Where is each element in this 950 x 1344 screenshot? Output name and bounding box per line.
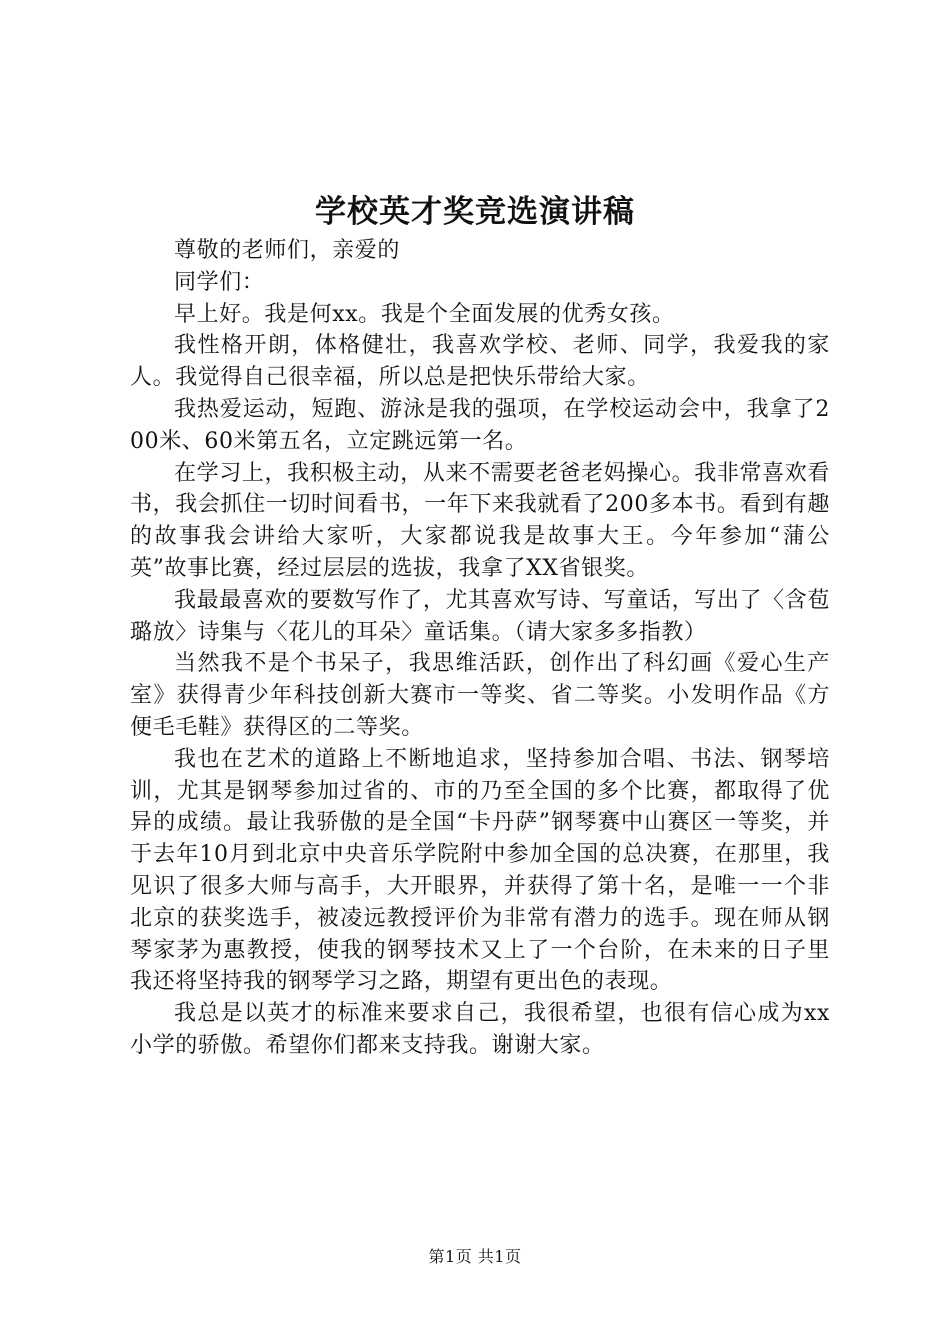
sports-paragraph: 我热爱运动，短跑、游泳是我的强项，在学校运动会中，我拿了200米、60米第五名，立定跳远第一名。 <box>130 396 830 454</box>
page-number-footer: 第1页 共1页 <box>428 1247 522 1266</box>
document-body <box>130 235 830 1062</box>
art-paragraph: 我也在艺术的道路上不断地追求，坚持参加合唱、书法、钢琴培训，尤其是钢琴参加过省的、市的乃至全国的多个比赛，都取得了优异的成绩。最让我骄傲的是全国“卡丹萨”钢琴赛中山赛区一等奖，并于去年10月到北京中央音乐学院附中参加全国的总决赛，在那里，我见识了很多大师与高手，大开眼界，并获得了第十名，是唯一一个非北京的获奖选手，被凌远教授评价为非常有潜力的选手。现在师从钢琴家茅为惠教授，使我的钢琴技术又上了一个台阶，在未来的日子里我还将坚持我的钢琴学习之路，期望有更出色的表现。 <box>130 746 830 995</box>
greeting-paragraph: 早上好。我是何xx。我是个全面发展的优秀女孩。 <box>174 301 675 327</box>
creativity-paragraph: 当然我不是个书呆子，我思维活跃，创作出了科幻画《爱心生产室》获得青少年科技创新大赛市一等奖、省二等奖。小发明作品《方便毛毛鞋》获得区的二等奖。 <box>130 651 830 740</box>
document-title: 学校英才奖竞选演讲稿 <box>315 194 635 230</box>
salutation-line-1: 尊敬的老师们，亲爱的 <box>174 238 401 263</box>
salutation-line-2: 同学们： <box>174 269 265 295</box>
personality-paragraph: 我性格开朗，体格健壮，我喜欢学校、老师、同学，我爱我的家人。我觉得自己很幸福，所以总是把快乐带给大家。 <box>130 333 830 391</box>
study-paragraph: 在学习上，我积极主动，从来不需要老爸老妈操心。我非常喜欢看书，我会抓住一切时间看书，一年下来我就看了200多本书。看到有趣的故事我会讲给大家听，大家都说我是故事大王。今年参加“蒲公英”故事比赛，经过层层的选拔，我拿了XX省银奖。 <box>130 460 830 581</box>
closing-paragraph: 我总是以英才的标准来要求自己，我很希望，也很有信心成为xx小学的骄傲。希望你们都来支持我。谢谢大家。 <box>130 1001 830 1058</box>
writing-paragraph: 我最最喜欢的要数写作了，尤其喜欢写诗、写童话，写出了〈含苞璐放〉诗集与〈花儿的耳朵〉童话集。（请大家多多指教） <box>130 587 830 645</box>
